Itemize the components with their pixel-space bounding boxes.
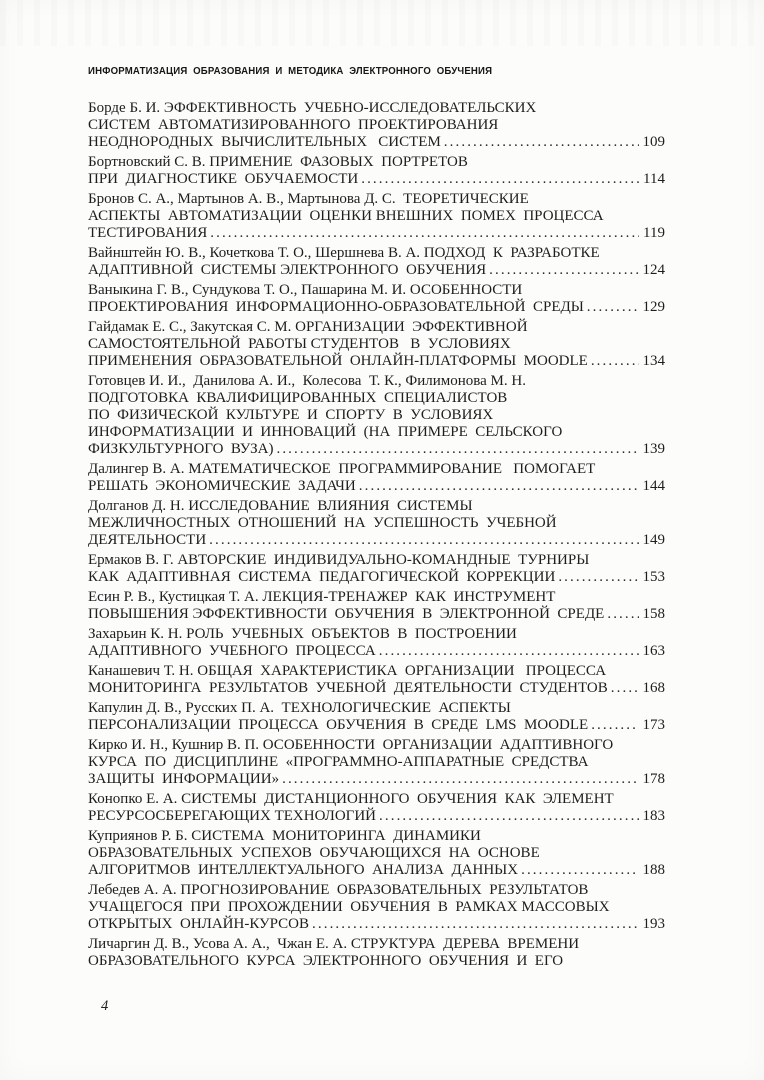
toc-page-number: 193 <box>642 916 665 932</box>
toc-entry-line: МОНИТОРИНГА РЕЗУЛЬТАТОВ УЧЕБНОЙ ДЕЯТЕЛЬНОСТИ СТУДЕНТОВ <box>88 680 608 696</box>
toc-entry-line: ФИЗКУЛЬТУРНОГО ВУЗА) <box>88 441 274 457</box>
toc-entry-line: Капулин Д. В., Русских П. А. ТЕХНОЛОГИЧЕСКИЕ АСПЕКТЫ <box>88 700 511 716</box>
dot-leader <box>361 171 639 188</box>
toc-entry-last-line <box>88 916 665 933</box>
toc-entry <box>88 100 665 151</box>
toc-entry-last-line <box>88 441 665 458</box>
toc-entry-line: Куприянов Р. Б. СИСТЕМА МОНИТОРИНГА ДИНАМИКИ <box>88 828 481 844</box>
toc-entry-line: ТЕСТИРОВАНИЯ <box>88 225 208 241</box>
running-header: ИНФОРМАТИЗАЦИЯ ОБРАЗОВАНИЯ И МЕТОДИКА ЭЛЕКТРОННОГО ОБУЧЕНИЯ <box>88 66 493 77</box>
dot-leader <box>282 771 638 788</box>
dot-leader <box>521 862 638 879</box>
toc-entry-line: КАК АДАПТИВНАЯ СИСТЕМА ПЕДАГОГИЧЕСКОЙ КОРРЕКЦИИ <box>88 569 556 585</box>
toc-entry-line: КУРСА ПО ДИСЦИПЛИНЕ «ПРОГРАММНО-АППАРАТНЫЕ СРЕДСТВА <box>88 754 589 770</box>
toc-entry <box>88 552 665 586</box>
toc-entry-line: Долганов Д. Н. ИССЛЕДОВАНИЕ ВЛИЯНИЯ СИСТЕМЫ <box>88 498 473 514</box>
dot-leader <box>312 916 638 933</box>
toc-entry-last-line <box>88 643 665 660</box>
toc-entry <box>88 882 665 933</box>
toc-page-number: 149 <box>642 532 665 548</box>
toc-entry-line: Конопко Е. А. СИСТЕМЫ ДИСТАНЦИОННОГО ОБУЧЕНИЯ КАК ЭЛЕМЕНТ <box>88 791 614 807</box>
toc-entry-line: Гайдамак Е. С., Закутская С. М. ОРГАНИЗАЦИИ ЭФФЕКТИВНОЙ <box>88 319 528 335</box>
toc-entry-line: ПО ФИЗИЧЕСКОЙ КУЛЬТУРЕ И СПОРТУ В УСЛОВИЯХ <box>88 407 494 423</box>
toc-entry-line: Лебедев А. А. ПРОГНОЗИРОВАНИЕ ОБРАЗОВАТЕЛЬНЫХ РЕЗУЛЬТАТОВ <box>88 882 589 898</box>
toc-page-number: 139 <box>642 441 665 457</box>
toc-page-number: 119 <box>643 225 665 241</box>
toc-entry <box>88 589 665 623</box>
toc-page-number: 134 <box>642 353 665 369</box>
toc-entry <box>88 154 665 188</box>
dot-leader <box>209 532 638 549</box>
toc-entry <box>88 828 665 879</box>
toc-entry-last-line <box>88 569 665 586</box>
dot-leader <box>276 441 638 458</box>
toc-entry-line: СИСТЕМ АВТОМАТИЗИРОВАННОГО ПРОЕКТИРОВАНИЯ <box>88 117 499 133</box>
toc-list <box>88 100 665 973</box>
toc-entry <box>88 245 665 279</box>
toc-entry-last-line <box>88 299 665 316</box>
dot-leader <box>611 680 639 697</box>
toc-entry <box>88 936 665 970</box>
toc-entry <box>88 791 665 825</box>
toc-page-number: 163 <box>642 643 665 659</box>
toc-entry <box>88 626 665 660</box>
dot-leader <box>444 134 639 151</box>
toc-entry-line: Борде Б. И. ЭФФЕКТИВНОСТЬ УЧЕБНО-ИССЛЕДОВАТЕЛЬСКИХ <box>88 100 537 116</box>
dot-leader <box>210 225 639 242</box>
toc-entry-last-line <box>88 808 665 825</box>
toc-entry-line: ОБРАЗОВАТЕЛЬНОГО КУРСА ЭЛЕКТРОННОГО ОБУЧЕНИЯ И ЕГО <box>88 953 564 969</box>
toc-entry-line: ПЕРСОНАЛИЗАЦИИ ПРОЦЕССА ОБУЧЕНИЯ В СРЕДЕ LMS MOODLE <box>88 717 589 733</box>
toc-entry-last-line <box>88 171 665 188</box>
toc-entry-line: ПРИ ДИАГНОСТИКЕ ОБУЧАЕМОСТИ <box>88 171 359 187</box>
toc-entry-line: ОТКРЫТЫХ ОНЛАЙН-КУРСОВ <box>88 916 310 932</box>
toc-entry <box>88 737 665 788</box>
toc-entry-line: ИНФОРМАТИЗАЦИИ И ИННОВАЦИЙ (НА ПРИМЕРЕ СЕЛЬСКОГО <box>88 424 563 440</box>
toc-entry-last-line <box>88 717 665 734</box>
toc-entry <box>88 461 665 495</box>
dot-leader <box>359 478 639 495</box>
toc-entry-last-line <box>88 680 665 697</box>
dot-leader <box>379 808 638 825</box>
toc-entry-last-line <box>88 353 665 370</box>
dot-leader <box>558 569 638 586</box>
toc-entry-line: ПОДГОТОВКА КВАЛИФИЦИРОВАННЫХ СПЕЦИАЛИСТОВ <box>88 390 508 406</box>
toc-page-number: 129 <box>642 299 665 315</box>
toc-entry-line: АДАПТИВНОЙ СИСТЕМЫ ЭЛЕКТРОННОГО ОБУЧЕНИЯ <box>88 262 487 278</box>
dot-leader <box>607 606 638 623</box>
toc-entry <box>88 282 665 316</box>
toc-entry-line: ПРОЕКТИРОВАНИЯ ИНФОРМАЦИОННО-ОБРАЗОВАТЕЛЬНОЙ СРЕДЫ <box>88 299 584 315</box>
toc-entry <box>88 663 665 697</box>
toc-entry-line: Далингер В. А. МАТЕМАТИЧЕСКОЕ ПРОГРАММИРОВАНИЕ ПОМОГАЕТ <box>88 461 596 477</box>
toc-entry-line: МЕЖЛИЧНОСТНЫХ ОТНОШЕНИЙ НА УСПЕШНОСТЬ УЧЕБНОЙ <box>88 515 557 531</box>
toc-entry-line: ОБРАЗОВАТЕЛЬНЫХ УСПЕХОВ ОБУЧАЮЩИХСЯ НА ОСНОВЕ <box>88 845 540 861</box>
toc-page-number: 178 <box>642 771 665 787</box>
toc-entry-line: Канашевич Т. Н. ОБЩАЯ ХАРАКТЕРИСТИКА ОРГАНИЗАЦИИ ПРОЦЕССА <box>88 663 607 679</box>
toc-entry-last-line <box>88 134 665 151</box>
page-number: 4 <box>101 998 109 1014</box>
toc-entry-line: НЕОДНОРОДНЫХ ВЫЧИСЛИТЕЛЬНЫХ СИСТЕМ <box>88 134 441 150</box>
toc-entry-line: Ермаков В. Г. АВТОРСКИЕ ИНДИВИДУАЛЬНО-КОМАНДНЫЕ ТУРНИРЫ <box>88 552 590 568</box>
toc-entry-last-line <box>88 262 665 279</box>
toc-page-number: 158 <box>642 606 665 622</box>
toc-entry-line: РЕСУРСОСБЕРЕГАЮЩИХ ТЕХНОЛОГИЙ <box>88 808 377 824</box>
toc-entry <box>88 191 665 242</box>
toc-entry-last-line <box>88 862 665 879</box>
dot-leader <box>587 299 639 316</box>
toc-entry-last-line <box>88 532 665 549</box>
toc-page-number: 168 <box>642 680 665 696</box>
toc-entry-last-line <box>88 225 665 242</box>
toc-page-number: 114 <box>643 171 665 187</box>
toc-entry-line: ЗАЩИТЫ ИНФОРМАЦИИ» <box>88 771 280 787</box>
toc-entry-line: УЧАЩЕГОСЯ ПРИ ПРОХОЖДЕНИИ ОБУЧЕНИЯ В РАМКАХ МАССОВЫХ <box>88 899 610 915</box>
toc-entry <box>88 700 665 734</box>
toc-entry <box>88 319 665 370</box>
toc-entry-line: Личаргин Д. В., Усова А. А., Чжан Е. А. СТРУКТУРА ДЕРЕВА ВРЕМЕНИ <box>88 936 580 952</box>
toc-entry-line: Вайнштейн Ю. В., Кочеткова Т. О., Шершнева В. А. ПОДХОД К РАЗРАБОТКЕ <box>88 245 600 261</box>
toc-page-number: 188 <box>642 862 665 878</box>
toc-entry-line: Бортновский С. В. ПРИМЕНИЕ ФАЗОВЫХ ПОРТРЕТОВ <box>88 154 468 170</box>
toc-entry-line: ПРИМЕНЕНИЯ ОБРАЗОВАТЕЛЬНОЙ ОНЛАЙН-ПЛАТФОРМЫ MOODLE <box>88 353 588 369</box>
toc-entry-last-line <box>88 771 665 788</box>
toc-entry <box>88 498 665 549</box>
toc-page-number: 109 <box>642 134 665 150</box>
toc-entry-line: Бронов С. А., Мартынов А. В., Мартынова Д. С. ТЕОРЕТИЧЕСКИЕ <box>88 191 529 207</box>
toc-page-number: 144 <box>642 478 665 494</box>
toc-entry-line: Захарьин К. Н. РОЛЬ УЧЕБНЫХ ОБЪЕКТОВ В ПОСТРОЕНИИ <box>88 626 517 642</box>
dot-leader <box>591 717 638 734</box>
toc-page-number: 124 <box>642 262 665 278</box>
toc-page-number: 173 <box>642 717 665 733</box>
dot-leader <box>379 643 639 660</box>
toc-entry-line: Ваныкина Г. В., Сундукова Т. О., Пашарина М. И. ОСОБЕННОСТИ <box>88 282 523 298</box>
toc-entry-line: АДАПТИВНОГО УЧЕБНОГО ПРОЦЕССА <box>88 643 376 659</box>
toc-page-number: 153 <box>642 569 665 585</box>
toc-entry-line: АСПЕКТЫ АВТОМАТИЗАЦИИ ОЦЕНКИ ВНЕШНИХ ПОМЕХ ПРОЦЕССА <box>88 208 604 224</box>
dot-leader <box>591 353 639 370</box>
toc-entry-last-line <box>88 606 665 623</box>
toc-entry-line: Есин Р. В., Кустицкая Т. А. ЛЕКЦИЯ-ТРЕНАЖЕР КАК ИНСТРУМЕНТ <box>88 589 556 605</box>
toc-entry-line: ПОВЫШЕНИЯ ЭФФЕКТИВНОСТИ ОБУЧЕНИЯ В ЭЛЕКТРОННОЙ СРЕДЕ <box>88 606 605 622</box>
toc-page-number: 183 <box>642 808 665 824</box>
toc-entry-line: АЛГОРИТМОВ ИНТЕЛЛЕКТУАЛЬНОГО АНАЛИЗА ДАННЫХ <box>88 862 519 878</box>
toc-entry-line: САМОСТОЯТЕЛЬНОЙ РАБОТЫ СТУДЕНТОВ В УСЛОВИЯХ <box>88 336 511 352</box>
toc-entry-line: Кирко И. Н., Кушнир В. П. ОСОБЕННОСТИ ОРГАНИЗАЦИИ АДАПТИВНОГО <box>88 737 614 753</box>
toc-entry-line: РЕШАТЬ ЭКОНОМИЧЕСКИЕ ЗАДАЧИ <box>88 478 356 494</box>
toc-entry-last-line <box>88 478 665 495</box>
toc-entry <box>88 373 665 458</box>
toc-entry-line: Готовцев И. И., Данилова А. И., Колесова Т. К., Филимонова М. Н. <box>88 373 526 389</box>
dot-leader <box>489 262 638 279</box>
toc-entry-line: ДЕЯТЕЛЬНОСТИ <box>88 532 207 548</box>
